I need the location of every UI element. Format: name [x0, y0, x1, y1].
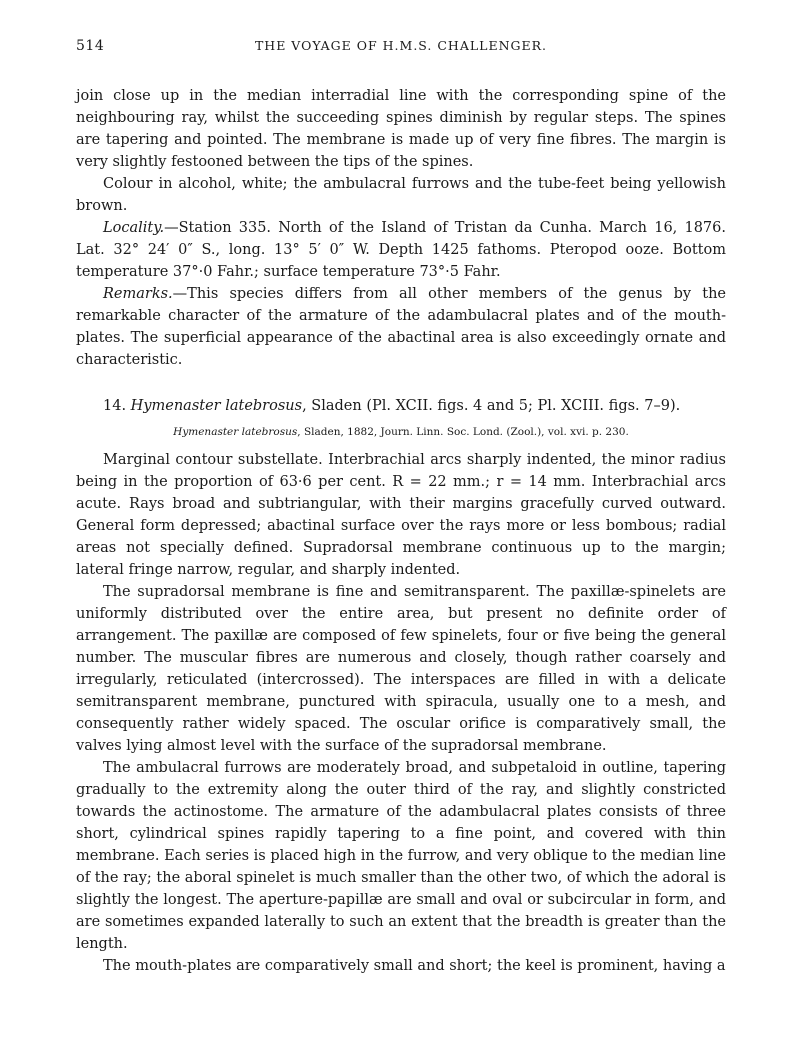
remarks-paragraph: [76, 283, 726, 371]
species-authority: , Sladen (Pl. XCII. figs. 4 and 5; Pl. XCIII. figs. 7–9).: [302, 398, 681, 414]
colour-paragraph: Colour in alcohol, white; the ambulacral furrows and the tube-feet being yellowish brown.: [76, 176, 726, 214]
literature-reference: [76, 423, 726, 441]
book-page: [76, 38, 726, 977]
description-paragraph: The mouth-plates are comparatively small and short; the keel is prominent, having a: [103, 958, 726, 974]
species-number: 14.: [103, 398, 127, 414]
page-number: 514: [76, 38, 105, 54]
locality-text: —Station 335. North of the Island of Tristan da Cunha. March 16, 1876. Lat. 32° 24′ 0″ S., long. 13° 5′ 0″ W. Depth 1425 fathoms. Pteropod ooze. Bottom temperature 37°·0 Fahr.; surface temperature 73°·5 Fahr.: [76, 220, 726, 280]
page-header: [76, 38, 726, 60]
species-name: Hymenaster latebrosus: [130, 398, 303, 414]
description-paragraph: The supradorsal membrane is fine and semitransparent. The paxillæ-spinelets are uniformly distributed over the entire area, but present no definite order of arrangement. The paxillæ are composed of few spinelets, four or five being the general number. The muscular fibres are numerous and closely, though rather coarsely and irregularly, reticulated (intercrossed). The interspaces are filled in with a delicate semitransparent membrane, punctured with spiracula, usually one to a mesh, and consequently rather widely spaced. The oscular orifice is comparatively small, the valves lying almost level with the surface of the supradorsal membrane.: [76, 584, 726, 754]
description-paragraph: The ambulacral furrows are moderately broad, and subpetaloid in outline, tapering gradually to the extremity along the outer third of the ray, and slightly constricted towards the actinostome. The armature of the adambulacral plates consists of three short, cylindrical spines rapidly tapering to a fine point, and covered with thin membrane. Each series is placed high in the furrow, and very oblique to the median line of the ray; the aboral spinelet is much smaller than the other two, of which the adoral is slightly the longest. The aperture-papillæ are small and oval or subcircular in form, and are sometimes expanded laterally to such an extent that the breadth is greater than the length.: [76, 760, 726, 952]
remarks-text: —This species differs from all other members of the genus by the remarkable character of the armature of the adambulacral plates and of the mouth-plates. The superficial appearance of the abactinal area is also exceedingly ornate and characteristic.: [76, 286, 726, 368]
description-paragraph: Marginal contour substellate. Interbrachial arcs sharply indented, the minor radius being in the proportion of 63·6 per cent. R = 22 mm.; r = 14 mm. Interbrachial arcs acute. Rays broad and subtriangular, with their margins gracefully curved outward. General form depressed; abactinal surface over the rays more or less bombous; radial areas not specially defined. Supradorsal membrane continuous up to the margin; lateral fringe narrow, regular, and sharply indented.: [76, 452, 726, 578]
locality-paragraph: [76, 217, 726, 283]
species-heading: [76, 395, 726, 417]
locality-label: Locality.: [103, 220, 165, 236]
reference-text: , Sladen, 1882, Journ. Linn. Soc. Lond. (Zool.), vol. xvi. p. 230.: [297, 426, 629, 438]
reference-name: Hymenaster latebrosus: [173, 426, 298, 438]
continued-paragraph: join close up in the median interradial line with the corresponding spine of the neighbouring ray, whilst the succeeding spines diminish by regular steps. The spines are tapering and pointed. The membrane is made up of very fine fibres. The margin is very slightly festooned between the tips of the spines.: [76, 88, 726, 170]
remarks-label: Remarks.: [103, 286, 173, 302]
body-text: [76, 85, 726, 977]
section-spacer: [76, 371, 726, 393]
running-head: THE VOYAGE OF H.M.S. CHALLENGER.: [254, 38, 548, 53]
